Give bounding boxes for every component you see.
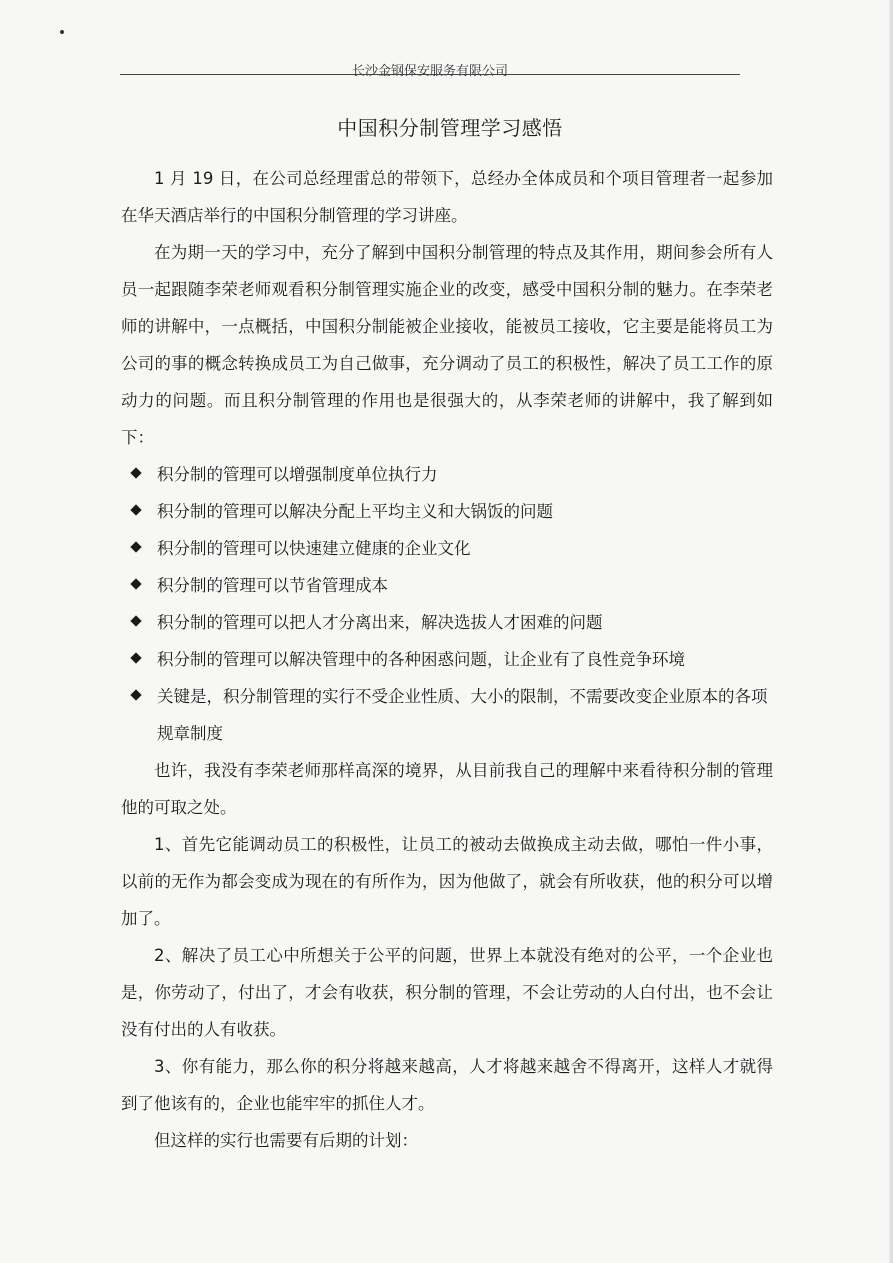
benefit-list <box>121 456 773 752</box>
document-body <box>121 160 773 1159</box>
body-paragraph: 但这样的实行也需要有后期的计划： <box>154 1131 418 1150</box>
body-paragraph: 也许，我没有李荣老师那样高深的境界，从目前我自己的理解中来看待积分制的管理他的可取之处。 <box>121 761 773 817</box>
list-item-text: 积分制的管理可以快速建立健康的企业文化 <box>157 539 471 558</box>
scan-speck <box>60 30 64 34</box>
page-title: 中国积分制管理学习感悟 <box>337 116 563 140</box>
header-divider <box>120 74 740 75</box>
intro-paragraph: 在为期一天的学习中，充分了解到中国积分制管理的特点及其作用，期间参会所有人员一起跟随李荣老师观看积分制管理实施企业的改变，感受中国积分制的魅力。在李荣老师的讲解中，一点概括，中国积分制能被企业接收，能被员工接收，它主要是能将员工为公司的事的概念转换成员工为自己做事，充分调动了员工的积极性，解决了员工工作的原动力的问题。而且积分制管理的作用也是很强大的，从李荣老师的讲解中，我了解到如下： <box>121 243 773 447</box>
diamond-bullet-icon <box>131 579 142 590</box>
list-item-text: 关键是，积分制管理的实行不受企业性质、大小的限制，不需要改变企业原本的各项规章制度 <box>157 687 768 743</box>
diamond-bullet-icon <box>131 616 142 627</box>
scan-edge-shadow <box>889 0 893 1263</box>
intro-paragraph: 1 月 19 日，在公司总经理雷总的带领下，总经办全体成员和个项目管理者一起参加在华天酒店举行的中国积分制管理的学习讲座。 <box>121 169 773 225</box>
list-item <box>121 678 773 752</box>
list-item <box>121 641 773 678</box>
body-paragraph: 1、首先它能调动员工的积极性，让员工的被动去做换成主动去做，哪怕一件小事，以前的无作为都会变成为现在的有所作为，因为他做了，就会有所收获，他的积分可以增加了。 <box>121 835 773 928</box>
diamond-bullet-icon <box>131 505 142 516</box>
list-item-text: 积分制的管理可以增强制度单位执行力 <box>157 465 438 484</box>
list-item-text: 积分制的管理可以节省管理成本 <box>157 576 388 595</box>
body-paragraph: 2、解决了员工心中所想关于公平的问题，世界上本就没有绝对的公平，一个企业也是，你劳动了，付出了，才会有收获，积分制的管理，不会让劳动的人白付出，也不会让没有付出的人有收获。 <box>121 946 773 1039</box>
diamond-bullet-icon <box>131 653 142 664</box>
diamond-bullet-icon <box>131 542 142 553</box>
company-header: 长沙金钢保安服务有限公司 <box>351 64 508 79</box>
diamond-bullet-icon <box>131 690 142 701</box>
diamond-bullet-icon <box>131 468 142 479</box>
list-item <box>121 567 773 604</box>
list-item <box>121 456 773 493</box>
list-item <box>121 604 773 641</box>
list-item <box>121 530 773 567</box>
list-item <box>121 493 773 530</box>
body-paragraph: 3、你有能力，那么你的积分将越来越高，人才将越来越舍不得离开，这样人才就得到了他该有的，企业也能牢牢的抓住人才。 <box>121 1057 773 1113</box>
list-item-text: 积分制的管理可以解决管理中的各种困惑问题，让企业有了良性竞争环境 <box>157 650 685 669</box>
list-item-text: 积分制的管理可以解决分配上平均主义和大锅饭的问题 <box>157 502 553 521</box>
list-item-text: 积分制的管理可以把人才分离出来，解决选拔人才困难的问题 <box>157 613 603 632</box>
